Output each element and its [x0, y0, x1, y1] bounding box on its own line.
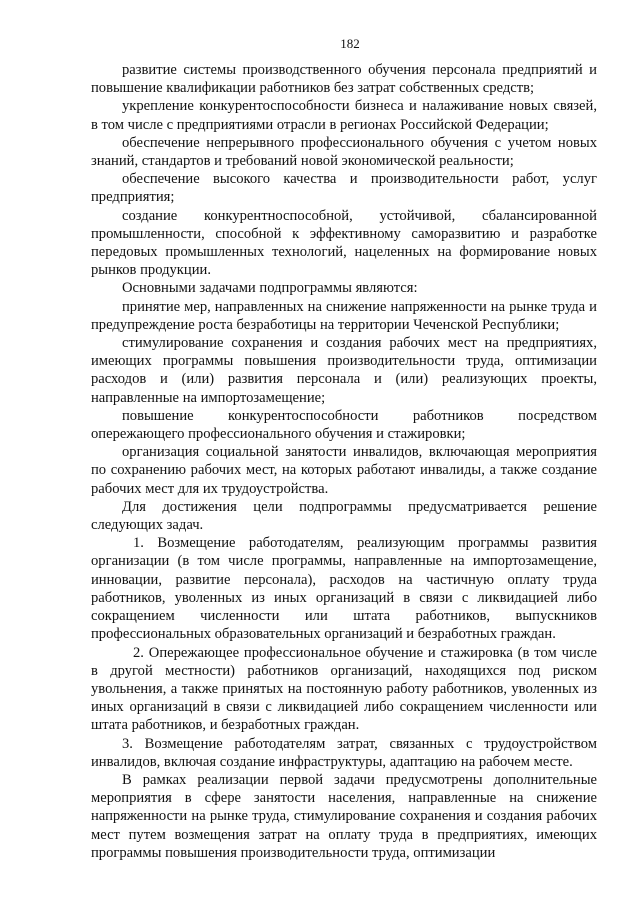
paragraph: укрепление конкурентоспособности бизнеса и налаживание новых связей, в том числе с предприятиями отрасли в регионах Российской Федерации;: [91, 98, 597, 133]
paragraph: принятие мер, направленных на снижение напряженности на рынке труда и предупреждение роста безработицы на территории Чеченской Республики;: [91, 298, 597, 333]
paragraph: организация социальной занятости инвалидов, включающая мероприятия по сохранению рабочих мест, на которых работают инвалиды, а также создание рабочих мест для их трудоустройства.: [91, 444, 597, 497]
numbered-paragraph: 3. Возмещение работодателям затрат, связанных с трудоустройством инвалидов, включая создание инфраструктуры, адаптацию на рабочем месте.: [91, 735, 597, 770]
paragraph: стимулирование сохранения и создания рабочих мест на предприятиях, имеющих программы повышения производительности труда, оптимизации расходов и (или) развития персонала и (или) реализующих проекты, направленные на импортозамещение;: [91, 335, 597, 406]
paragraph: В рамках реализации первой задачи предусмотрены дополнительные мероприятия в сфере занятости населения, направленные на снижение напряженности на рынке труда, стимулирование сохранения и создания рабочих мест путем возмещения затрат на оплату труда в предприятиях, имеющих программы повышения производительности труда, оптимизации: [91, 771, 597, 861]
paragraph: создание конкурентноспособной, устойчивой, сбалансированной промышленности, способной к эффективному саморазвитию и разработке передовых промышленных технологий, нацеленных на формирование новых рынков продукции.: [91, 207, 597, 279]
paragraph: обеспечение высокого качества и производительности работ, услуг предприятия;: [91, 171, 597, 206]
paragraph: Основными задачами подпрограммы являются:: [122, 280, 418, 297]
paragraph: Для достижения цели подпрограммы предусматривается решение следующих задач.: [91, 498, 597, 534]
numbered-paragraph: 2. Опережающее профессиональное обучение и стажировка (в том числе в другой местности) работников организаций, находящихся под риском увольнения, а также принятых на постоянную работу работников, уволенных из иных организаций в связи с ликвидацией либо сокращением численности или штата работников, и безработных граждан.: [91, 644, 597, 734]
paragraph: обеспечение непрерывного профессионального обучения с учетом новых знаний, стандартов и требований новой экономической реальности;: [91, 134, 597, 170]
document-page: [91, 36, 597, 862]
paragraph: развитие системы производственного обучения персонала предприятий и повышение квалификации работников без затрат собственных средств;: [91, 62, 597, 97]
paragraph: повышение конкурентоспособности работников посредством опережающего профессионального обучения и стажировки;: [91, 407, 597, 443]
page-number: 182: [340, 36, 360, 51]
numbered-paragraph: 1. Возмещение работодателям, реализующим программы развития организации (в том числе программы, направленные на импортозамещение, инновации, развитие персонала), расходов на частичную оплату труда работников, уволенных из иных организаций в связи с ликвидацией либо сокращением численности или штата работников, выпускников профессиональных образовательных организаций и безработных граждан.: [91, 535, 597, 643]
